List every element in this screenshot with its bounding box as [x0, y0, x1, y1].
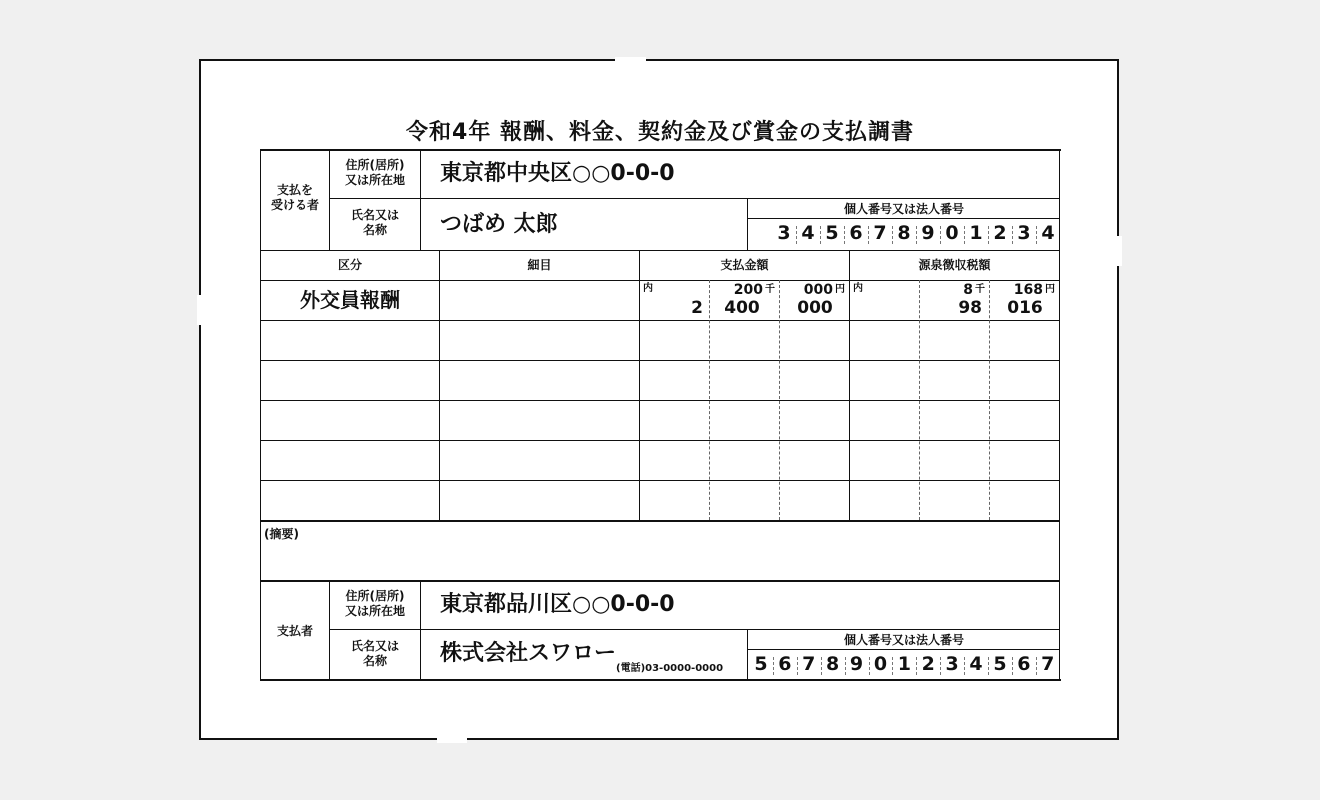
digit-separator [988, 657, 989, 675]
payer-digit: 9 [849, 653, 864, 675]
recipient-name-label: 氏名又は 名称 [350, 208, 399, 237]
recipient-number-label: 個人番号又は法人番号 [843, 202, 964, 216]
payer-digit: 8 [826, 653, 840, 675]
recipient-digit: 4 [801, 222, 815, 244]
recipient-address: 東京都中央区○○0-0-0 [440, 161, 675, 186]
header-withholding: 源泉徴収税額 [918, 258, 991, 272]
recipient-number [772, 222, 1060, 248]
payer-address: 東京都品川区○○0-0-0 [440, 592, 675, 617]
row1-category: 外交員報酬 [300, 288, 400, 312]
recipient-digit: 3 [1017, 222, 1031, 244]
recipient-address-label: 住所(居所) 又は所在地 [344, 158, 405, 187]
unit-yen: 円 [1045, 284, 1055, 295]
recipient-digit: 2 [993, 222, 1007, 244]
withholding-yen-inner: 168 [1013, 282, 1043, 298]
header-payment: 支払金額 [720, 258, 769, 272]
digit-separator [916, 657, 917, 675]
table-dashed-line [779, 280, 780, 520]
payer-digit: 6 [778, 653, 792, 675]
payer-number [749, 653, 1060, 679]
summary-label: (摘要) [264, 527, 299, 541]
recipient-name: つばめ 太郎 [440, 212, 558, 237]
recipient-digit: 4 [1041, 222, 1055, 244]
payer-digit: 7 [1041, 653, 1055, 675]
recipient-digit: 9 [921, 222, 935, 244]
payment-inner-label: 内 [643, 283, 653, 294]
table-col-line [439, 250, 440, 521]
payer-section-label: 支払者 [276, 624, 313, 638]
recipient-digit: 1 [969, 222, 983, 244]
table-dashed-line [989, 280, 990, 520]
payer-address-label: 住所(居所) 又は所在地 [344, 589, 405, 618]
recipient-digit: 8 [897, 222, 911, 244]
recipient-col2-line [420, 150, 421, 250]
table-row-line [260, 400, 1060, 401]
summary-bottom-line [260, 580, 1060, 582]
digit-separator [844, 226, 845, 244]
digit-separator [892, 657, 893, 675]
table-col-line [639, 250, 640, 521]
payer-mid-line [329, 629, 1060, 630]
digit-separator [940, 657, 941, 675]
border-top [260, 149, 1061, 151]
table-header-line [260, 280, 1060, 281]
withholding-yen: 016 [1007, 298, 1043, 318]
withholding-thousands: 98 [958, 298, 982, 318]
header-category: 区分 [337, 258, 362, 272]
frame-gap-left [197, 295, 202, 325]
payer-digit: 1 [897, 653, 911, 675]
frame-gap-right [1117, 236, 1122, 266]
digit-separator [1012, 657, 1013, 675]
payment-yen-inner: 000 [803, 282, 833, 298]
payer-digit: 3 [945, 653, 959, 675]
digit-separator [892, 226, 893, 244]
digit-separator [940, 226, 941, 244]
payer-digit: 4 [969, 653, 983, 675]
digit-separator [1036, 226, 1037, 244]
digit-separator [845, 657, 846, 675]
digit-separator [964, 657, 965, 675]
payment-thousands-inner: 200 [733, 282, 763, 298]
digit-separator [964, 226, 965, 244]
recipient-digit: 0 [945, 222, 959, 244]
recipient-section-label: 支払を 受ける者 [270, 183, 319, 212]
table-col-line [849, 250, 850, 521]
withholding-thousands-inner: 8 [963, 282, 973, 298]
payer-digit: 5 [754, 653, 768, 675]
table-row-line [260, 480, 1060, 481]
payer-digit: 5 [993, 653, 1007, 675]
table-dashed-line [709, 280, 710, 520]
digit-separator [820, 226, 821, 244]
payment-millions: 2 [691, 298, 703, 318]
digit-separator [916, 226, 917, 244]
payer-digit: 7 [802, 653, 816, 675]
table-row-line [260, 440, 1060, 441]
recipient-digit: 3 [777, 222, 791, 244]
recipient-bottom-line [260, 250, 1060, 251]
payer-col2-line [420, 581, 421, 680]
payer-number-label: 個人番号又は法人番号 [843, 633, 964, 647]
payer-digit: 6 [1017, 653, 1031, 675]
payer-phone: (電話)03-0000-0000 [616, 663, 724, 674]
table-bottom-line [260, 520, 1060, 522]
table-dashed-line [919, 280, 920, 520]
digit-separator [796, 226, 797, 244]
recipient-digit: 6 [849, 222, 863, 244]
payment-thousands: 400 [724, 298, 760, 318]
digit-separator [869, 657, 870, 675]
header-detail: 細目 [527, 258, 552, 272]
unit-thousand: 千 [975, 284, 985, 295]
border-left [260, 149, 261, 681]
digit-separator [821, 657, 822, 675]
payer-name-label: 氏名又は 名称 [350, 639, 399, 668]
digit-separator [868, 226, 869, 244]
payment-yen: 000 [797, 298, 833, 318]
recipient-number-line [747, 218, 1060, 219]
unit-yen: 円 [835, 284, 845, 295]
unit-thousand: 千 [765, 284, 775, 295]
recipient-mid-line [329, 198, 1060, 199]
recipient-digit: 7 [873, 222, 887, 244]
border-bottom [260, 679, 1061, 681]
digit-separator [1012, 226, 1013, 244]
payer-digit: 2 [921, 653, 935, 675]
digit-separator [988, 226, 989, 244]
digit-separator [1036, 657, 1037, 675]
payer-number-line [747, 649, 1060, 650]
withholding-inner-label: 内 [853, 283, 863, 294]
table-row-line [260, 320, 1060, 321]
digit-separator [797, 657, 798, 675]
recipient-digit: 5 [825, 222, 839, 244]
frame-gap-bottom [437, 738, 467, 743]
payer-name: 株式会社スワロー [440, 641, 617, 666]
digit-separator [773, 657, 774, 675]
frame-gap-top [615, 57, 646, 62]
document-title: 令和4年 報酬、料金、契約金及び賞金の支払調書 [406, 120, 914, 145]
payer-digit: 0 [873, 653, 888, 675]
table-row-line [260, 360, 1060, 361]
